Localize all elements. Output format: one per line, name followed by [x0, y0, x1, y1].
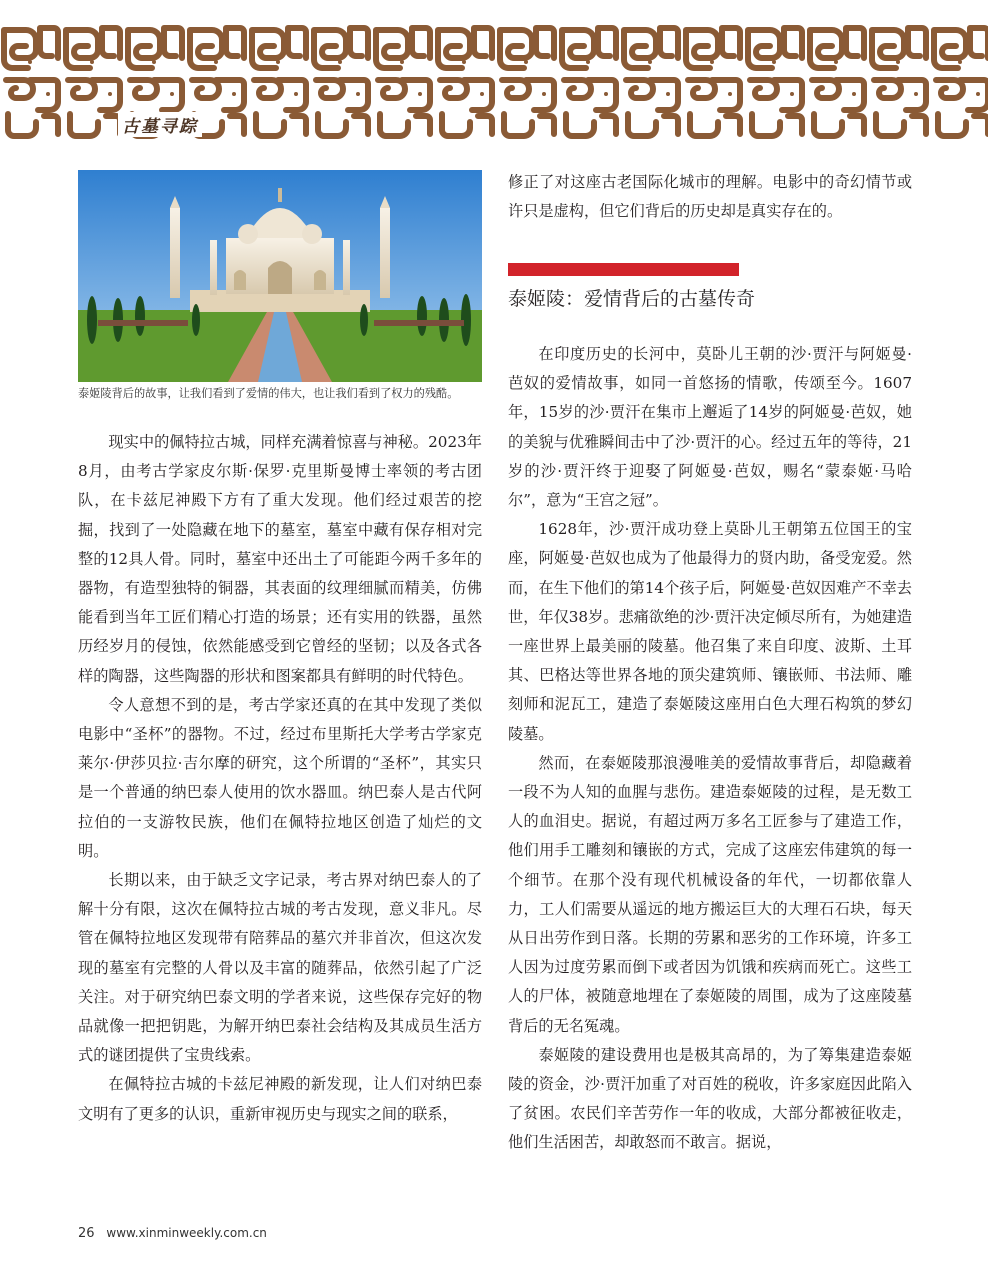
- paragraph: 在佩特拉古城的卡兹尼神殿的新发现，让人们对纳巴泰文明有了更多的认识，重新审视历史与现实之间的联系，: [78, 1075, 482, 1123]
- section-tag: 古墓寻踪: [118, 112, 202, 137]
- paragraph: 令人意想不到的是，考古学家还真的在其中发现了类似电影中“圣杯”的器物。不过，经过布里斯托大学考古学家克莱尔·伊莎贝拉·吉尔摩的研究，这个所谓的“圣杯”，其实只是一个普通的纳巴泰人使用的饮水器皿。纳巴泰人是古代阿拉伯的一支游牧民族，他们在佩特拉地区创造了灿烂的文明。: [78, 695, 482, 860]
- photo-caption: 泰姬陵背后的故事，让我们看到了爱情的伟大，也让我们看到了权力的残酷。: [78, 387, 459, 400]
- taj-mahal-photo: [78, 170, 482, 382]
- section-divider-bar: [508, 263, 739, 276]
- right-column-continuation: [508, 168, 912, 226]
- paragraph: 泰姬陵的建设费用也是极其高昂的，为了筹集建造泰姬陵的资金，沙·贾汗加重了对百姓的税收，许多家庭因此陷入了贫困。农民们辛苦劳作一年的收成，大部分都被征收走，他们生活困苦，却敢怒而不敢言。据说，: [508, 1045, 912, 1152]
- paragraph: 修正了对这座古老国际化城市的理解。电影中的奇幻情节或许只是虚构，但它们背后的历史却是真实存在的。: [508, 173, 912, 221]
- paragraph: 在印度历史的长河中，莫卧儿王朝的沙·贾汗与阿姬曼·芭奴的爱情故事，如同一首悠扬的情歌，传颂至今。1607年，15岁的沙·贾汗在集市上邂逅了14岁的阿姬曼·芭奴，她的美貌与优雅瞬间击中了沙·贾汗的心。经过五年的等待，21岁的沙·贾汗终于迎娶了阿姬曼·芭奴，赐名“蒙泰姬·马哈尔”，意为“王宫之冠”。: [508, 345, 912, 510]
- right-column-text: [508, 340, 912, 1158]
- paragraph: 然而，在泰姬陵那浪漫唯美的爱情故事背后，却隐藏着一段不为人知的血腥与悲伤。建造泰姬陵的过程，是无数工人的血泪史。据说，有超过两万多名工匠参与了建造工作，他们用手工雕刻和镶嵌的方式，完成了这座宏伟建筑的每一个细节。在那个没有现代机械设备的年代，一切都依靠人力，工人们需要从遥远的地方搬运巨大的大理石石块，每天从日出劳作到日落。长期的劳累和恶劣的工作环境，许多工人因为过度劳累而倒下或者因为饥饿和疾病而死亡。这些工人的尸体，被随意地埋在了泰姬陵的周围，成为了这座陵墓背后的无名冤魂。: [508, 753, 912, 1035]
- page-footer: [78, 1226, 267, 1241]
- paragraph: 1628年，沙·贾汗成功登上莫卧儿王朝第五位国王的宝座，阿姬曼·芭奴也成为了他最得力的贤内助，备受宠爱。然而，在生下他们的第14个孩子后，阿姬曼·芭奴因难产不幸去世，年仅38岁。悲痛欲绝的沙·贾汗决定倾尽所有，为她建造一座世界上最美丽的陵墓。他召集了来自印度、波斯、土耳其、巴格达等世界各地的顶尖建筑师、镶嵌师、书法师、雕刻师和泥瓦工，建造了泰姬陵这座用白色大理石构筑的梦幻陵墓。: [508, 520, 912, 743]
- paragraph: 现实中的佩特拉古城，同样充满着惊喜与神秘。2023年8月，由考古学家皮尔斯·保罗·克里斯曼博士率领的考古团队，在卡兹尼神殿下方有了重大发现。他们经过艰苦的挖掘，找到了一处隐藏在地下的墓室，墓室中藏有保存相对完整的12具人骨。同时，墓室中还出土了可能距今两千多年的器物，有造型独特的铜器，其表面的纹理细腻而精美，仿佛能看到当年工匠们精心打造的场景；还有实用的铁器，虽然历经岁月的侵蚀，依然能感受到它曾经的坚韧；以及各式各样的陶器，这些陶器的形状和图案都具有鲜明的时代特色。: [78, 433, 482, 685]
- page-number: 26: [78, 1226, 95, 1241]
- left-column-text: [78, 428, 482, 1129]
- section-subheading: 泰姬陵：爱情背后的古墓传奇: [508, 288, 756, 310]
- website-url: www.xinminweekly.com.cn: [106, 1226, 267, 1240]
- paragraph: 长期以来，由于缺乏文字记录，考古界对纳巴泰人的了解十分有限，这次在佩特拉古城的考古发现，意义非凡。尽管在佩特拉地区发现带有陪葬品的墓穴并非首次，但这次发现的墓室有完整的人骨以及丰富的随葬品，依然引起了广泛关注。对于研究纳巴泰文明的学者来说，这些保存完好的物品就像一把把钥匙，为解开纳巴泰社会结构及其成员生活方式的谜团提供了宝贵线索。: [78, 871, 482, 1065]
